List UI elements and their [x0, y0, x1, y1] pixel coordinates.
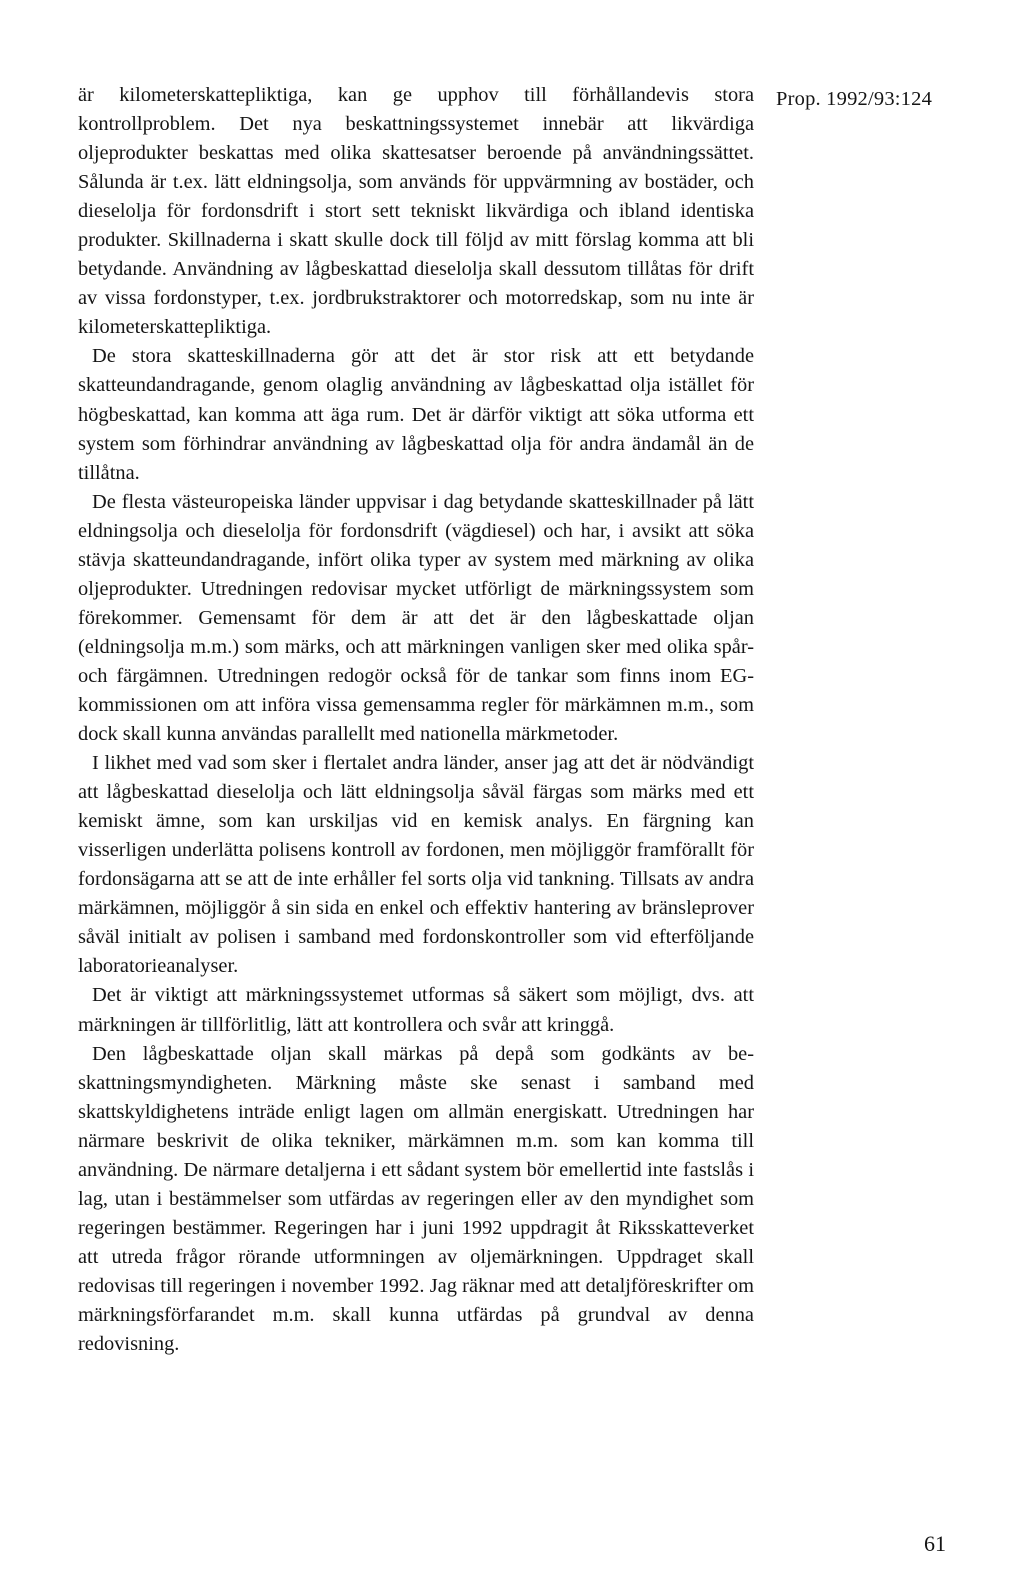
paragraph-marking-system-security: Det är viktigt att märkningssystemet utformas så säkert som möjligt, dvs. att märkningen är tillförlitlig, lätt att kontrollera och svår att kringgå.	[78, 984, 754, 1036]
paragraph-tax-differences: De stora skatteskillnaderna gör att det är stor risk att ett betydande skatteundandragande, genom olaglig användning av lågbeskattad olja istället för högbeskattad, kan komma att äga rum. Det är därför viktigt att söka utforma ett system som förhindrar användning av lågbeskattad olja för andra ändamål än de tillåtna.	[78, 345, 754, 484]
body-text	[78, 81, 754, 1359]
paragraph-continued: är kilometerskattepliktiga, kan ge upphov till förhållandevis stora kontrollproblem. Det nya beskattningssystemet innebär att likvärdiga oljeprodukter beskattas med olika skattesatser beroende på användningssättet. Sålunda är t.ex. lätt eldningsolja, som används för uppvärmning av bostäder, och dieselolja för fordonsdrift i stort sett tekniskt likvärdiga och ibland identiska produkter. Skillnaderna i skatt skulle dock till följd av mitt förslag komma att bli betydande. Användning av lågbeskattad dieselolja skall dessutom tillåtas för drift av vissa fordonstyper, t.ex. jordbrukstraktorer och motorredskap, som nu inte är kilometerskattepliktiga.	[78, 84, 754, 339]
page-number: 61	[924, 1531, 946, 1556]
paragraph-west-european-countries: De flesta västeuropeiska länder uppvisar i dag betydande skatteskillnader på lätt eldningsolja och dieselolja för fordonsdrift (vägdiesel) och har, i avsikt att söka stävja skatteundandragande, infört olika typer av system med märkning av olika oljeprodukter. Utredningen redovisar mycket utförligt de märkningssystem som förekommer. Gemensamt för dem är att det är den lågbeskattade oljan (eldningsolja m.m.) som märks, och att märkningen vanligen sker med olika spår- och färgämnen. Utredningen redogör också för de tankar som finns inom EG-kommissionen om att införa vissa gemensamma regler för märkämnen m.m., som dock skall kunna användas parallellt med nationella märkmetoder.	[78, 490, 754, 746]
paragraph-depot-marking: Den lågbeskattade oljan skall märkas på depå som godkänts av beskattningsmyndigheten. Märkning måste ske senast i samband med skattskyldighetens inträde enligt lagen om allmän energiskatt. Utredningen har närmare beskrivit de olika tekniker, märkämnen m.m. som kan komma till användning. De närmare detaljerna i ett sådant system bör emellertid inte fastslås i lag, utan i bestämmelser som utfärdas av regeringen eller av den myndighet som regeringen bestämmer. Regeringen har i juni 1992 uppdragit åt Riksskatteverket att utreda frågor rörande utformningen av oljemärkningen. Uppdraget skall redovisas till regeringen i november 1992. Jag räknar med att detaljföreskrifter om märkningsförfarandet m.m. skall kunna utfärdas på grundval av denna redovisning.	[78, 1042, 754, 1356]
paragraph-coloring-and-marking: I likhet med vad som sker i flertalet andra länder, anser jag att det är nödvändigt att lågbeskattad dieselolja och lätt eldningsolja såväl färgas som märks med ett kemiskt ämne, som kan urskiljas vid en kemisk analys. En färgning kan visserligen underlätta polisens kontroll av fordonen, men möjliggör framförallt för fordonsägarna att se att de inte erhåller fel sorts olja vid tankning. Tillsats av andra märkämnen, möjliggör å sin sida en enkel och effektiv hantering av bränsleprover såväl initialt av polisen i samband med fordonskontroller som vid efterföljande laboratorieanalyser.	[78, 752, 754, 978]
proposition-reference: Prop. 1992/93:124	[776, 88, 933, 110]
